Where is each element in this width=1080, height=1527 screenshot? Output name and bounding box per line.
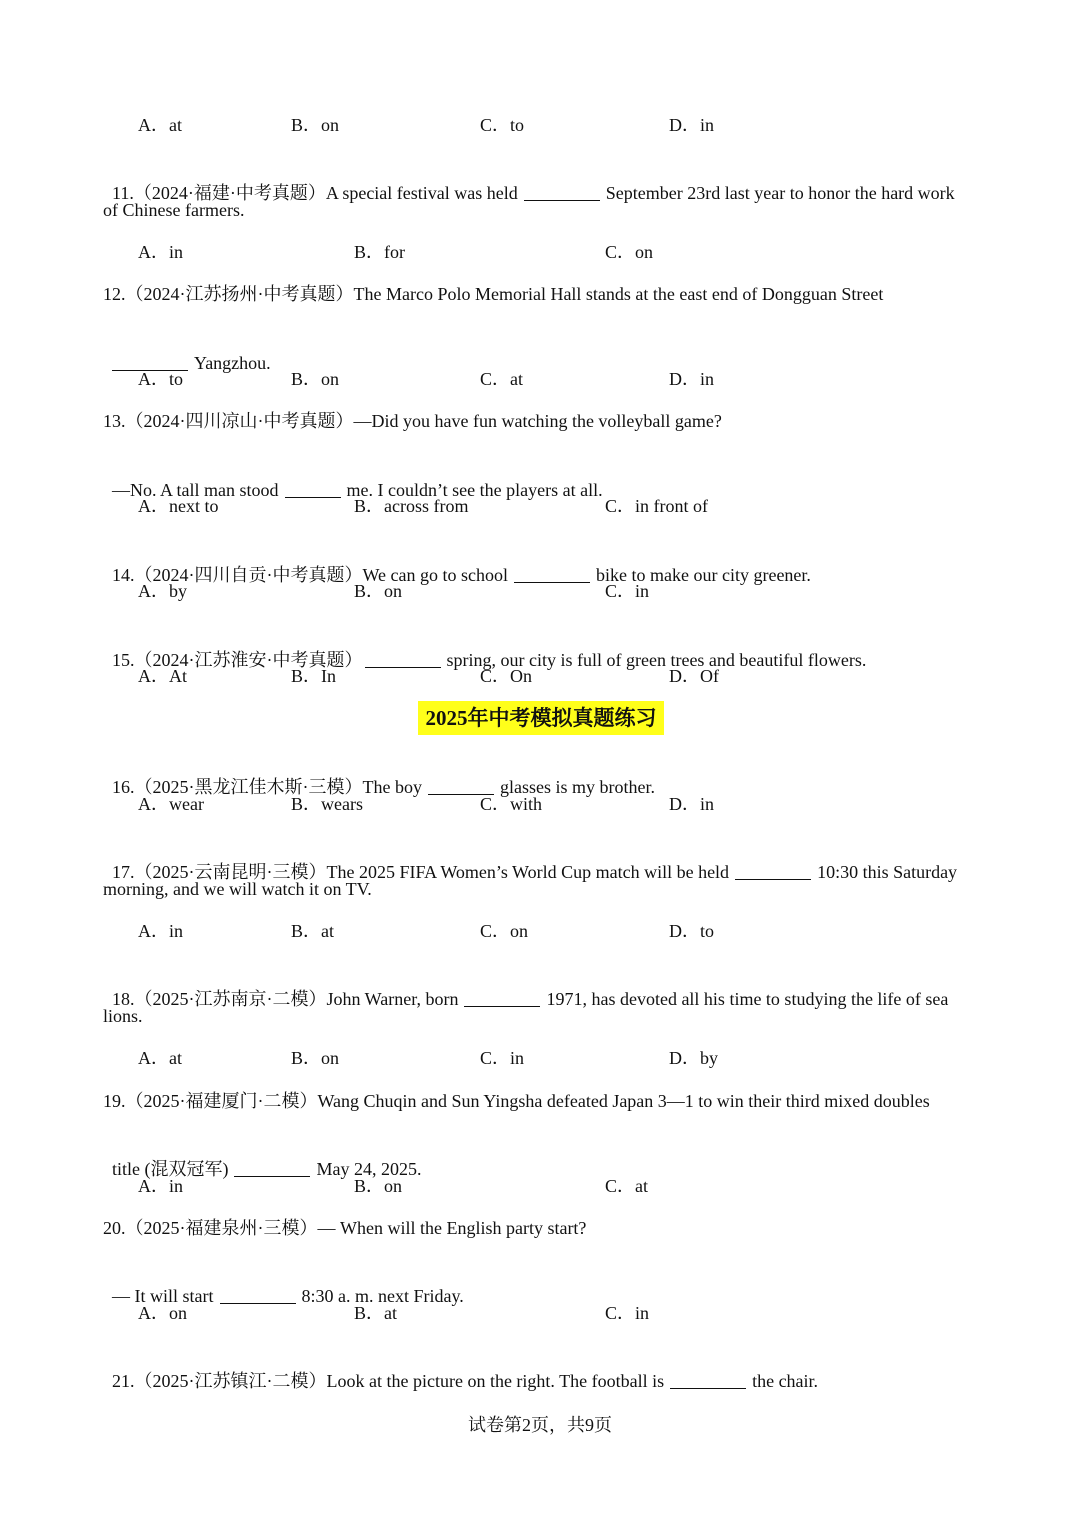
question-13-stem-line2: [103, 451, 603, 500]
option-c[interactable]: C．on: [605, 242, 654, 262]
question-10-options: [138, 112, 1020, 138]
option-b[interactable]: B．on: [291, 369, 340, 389]
option-c[interactable]: C．to: [480, 115, 525, 135]
question-16-stem: [103, 748, 655, 797]
option-b[interactable]: B．on: [354, 581, 403, 601]
question-18-stem-line2: lions.: [103, 1006, 143, 1026]
question-11-text: 11.（2024·福建·中考真题）A special festival was held: [112, 183, 518, 203]
question-16-options: [138, 791, 1020, 817]
question-12-text-cont: Yangzhou.: [194, 353, 271, 373]
question-20-stem: 20.（2025·福建泉州·三模）— When will the English party start?: [103, 1218, 587, 1238]
option-d[interactable]: D．by: [669, 1048, 718, 1068]
question-16-text-cont: glasses is my brother.: [499, 777, 655, 797]
section-heading: 2025年中考模拟真题练习: [418, 701, 664, 735]
option-a[interactable]: A．at: [138, 1048, 182, 1068]
option-d[interactable]: D．in: [669, 794, 714, 814]
question-19-text-cont: May 24, 2025.: [316, 1159, 422, 1179]
option-c[interactable]: C．at: [605, 1176, 648, 1196]
option-a[interactable]: A．next to: [138, 496, 219, 516]
option-a[interactable]: A．in: [138, 1176, 183, 1196]
question-15-options: [138, 663, 1020, 689]
question-13-stem: 13.（2024·四川凉山·中考真题）—Did you have fun watching the volleyball game?: [103, 411, 722, 431]
question-12-stem: 12.（2024·江苏扬州·中考真题）The Marco Polo Memorial Hall stands at the east end of Dongguan Street: [103, 284, 884, 304]
option-a[interactable]: A．to: [138, 369, 183, 389]
question-14-stem: [103, 536, 811, 585]
option-b[interactable]: B．for: [354, 242, 405, 262]
option-a[interactable]: A．wear: [138, 794, 204, 814]
option-a[interactable]: A．At: [138, 666, 187, 686]
option-b[interactable]: B．at: [354, 1303, 397, 1323]
option-b[interactable]: B．on: [291, 1048, 340, 1068]
question-13-options: [138, 493, 1020, 519]
option-a[interactable]: A．on: [138, 1303, 187, 1323]
question-18-text-cont: 1971, has devoted all his time to studying the life of sea: [546, 989, 949, 1009]
option-b[interactable]: B．at: [291, 921, 334, 941]
option-d[interactable]: D．to: [669, 921, 714, 941]
option-b[interactable]: B．on: [291, 115, 340, 135]
question-20-text: — It will start: [112, 1286, 214, 1306]
question-18-stem: [103, 960, 949, 1009]
question-17-text-cont: 10:30 this Saturday: [817, 862, 958, 882]
question-13-text-cont: me. I couldn’t see the players at all.: [346, 480, 603, 500]
option-b[interactable]: B．across from: [354, 496, 469, 516]
option-c[interactable]: C．in: [605, 581, 650, 601]
question-11-options: [138, 239, 1020, 265]
question-21-stem: [103, 1342, 819, 1391]
option-c[interactable]: C．at: [480, 369, 523, 389]
option-c[interactable]: C．on: [480, 921, 529, 941]
question-20-text-cont: 8:30 a. m. next Friday.: [301, 1286, 464, 1306]
option-b[interactable]: B．wears: [291, 794, 363, 814]
question-11-stem: [103, 154, 955, 203]
question-20-stem-line2: [103, 1257, 464, 1306]
option-a[interactable]: A．in: [138, 921, 183, 941]
question-13-text: —No. A tall man stood: [112, 480, 279, 500]
question-18-text: 18.（2025·江苏南京·二模）John Warner, born: [112, 989, 459, 1009]
question-12-stem-line2: [103, 324, 271, 373]
question-11-text-cont: September 23rd last year to honor the hard work: [605, 183, 955, 203]
option-b[interactable]: B．on: [354, 1176, 403, 1196]
option-c[interactable]: C．in front of: [605, 496, 708, 516]
answer-blank[interactable]: [670, 1370, 746, 1389]
question-17-stem: [103, 833, 958, 882]
question-20-options: [138, 1300, 1020, 1326]
question-11-stem-line2: of Chinese farmers.: [103, 200, 245, 220]
question-14-text: 14.（2024·四川自贡·中考真题）We can go to school: [112, 565, 508, 585]
question-21-text: 21.（2025·江苏镇江·二模）Look at the picture on the right. The football is: [112, 1371, 665, 1391]
option-d[interactable]: D．Of: [669, 666, 719, 686]
option-b[interactable]: B．In: [291, 666, 336, 686]
question-16-text: 16.（2025·黑龙江佳木斯·三模）The boy: [112, 777, 422, 797]
question-12-options: [138, 366, 1020, 392]
question-15-stem: [103, 621, 867, 670]
option-a[interactable]: A．at: [138, 115, 182, 135]
question-17-text: 17.（2025·云南昆明·三模）The 2025 FIFA Women’s World Cup match will be held: [112, 862, 730, 882]
option-c[interactable]: C．with: [480, 794, 543, 814]
question-14-text-cont: bike to make our city greener.: [596, 565, 811, 585]
answer-blank[interactable]: [524, 182, 600, 201]
question-21-text-cont: the chair.: [752, 1371, 819, 1391]
answer-blank[interactable]: [464, 988, 540, 1007]
question-19-options: [138, 1173, 1020, 1199]
question-15-text: 15.（2024·江苏淮安·中考真题）: [112, 650, 363, 670]
question-17-stem-line2: morning, and we will watch it on TV.: [103, 879, 372, 899]
option-a[interactable]: A．in: [138, 242, 183, 262]
option-c[interactable]: C．On: [480, 666, 533, 686]
question-19-text: title (混双冠军): [112, 1159, 229, 1179]
question-14-options: [138, 578, 1020, 604]
option-c[interactable]: C．in: [605, 1303, 650, 1323]
option-a[interactable]: A．by: [138, 581, 187, 601]
page-footer: 试卷第2页，共9页: [468, 1415, 612, 1435]
question-19-stem-line2: [103, 1130, 422, 1179]
question-17-options: [138, 918, 1020, 944]
question-15-text-cont: spring, our city is full of green trees and beautiful flowers.: [446, 650, 867, 670]
option-c[interactable]: C．in: [480, 1048, 525, 1068]
question-19-stem: 19.（2025·福建厦门·二模）Wang Chuqin and Sun Yingsha defeated Japan 3—1 to win their third mixed doubles: [103, 1091, 930, 1111]
question-18-options: [138, 1045, 1020, 1071]
option-d[interactable]: D．in: [669, 115, 714, 135]
answer-blank[interactable]: [735, 861, 811, 880]
option-d[interactable]: D．in: [669, 369, 714, 389]
